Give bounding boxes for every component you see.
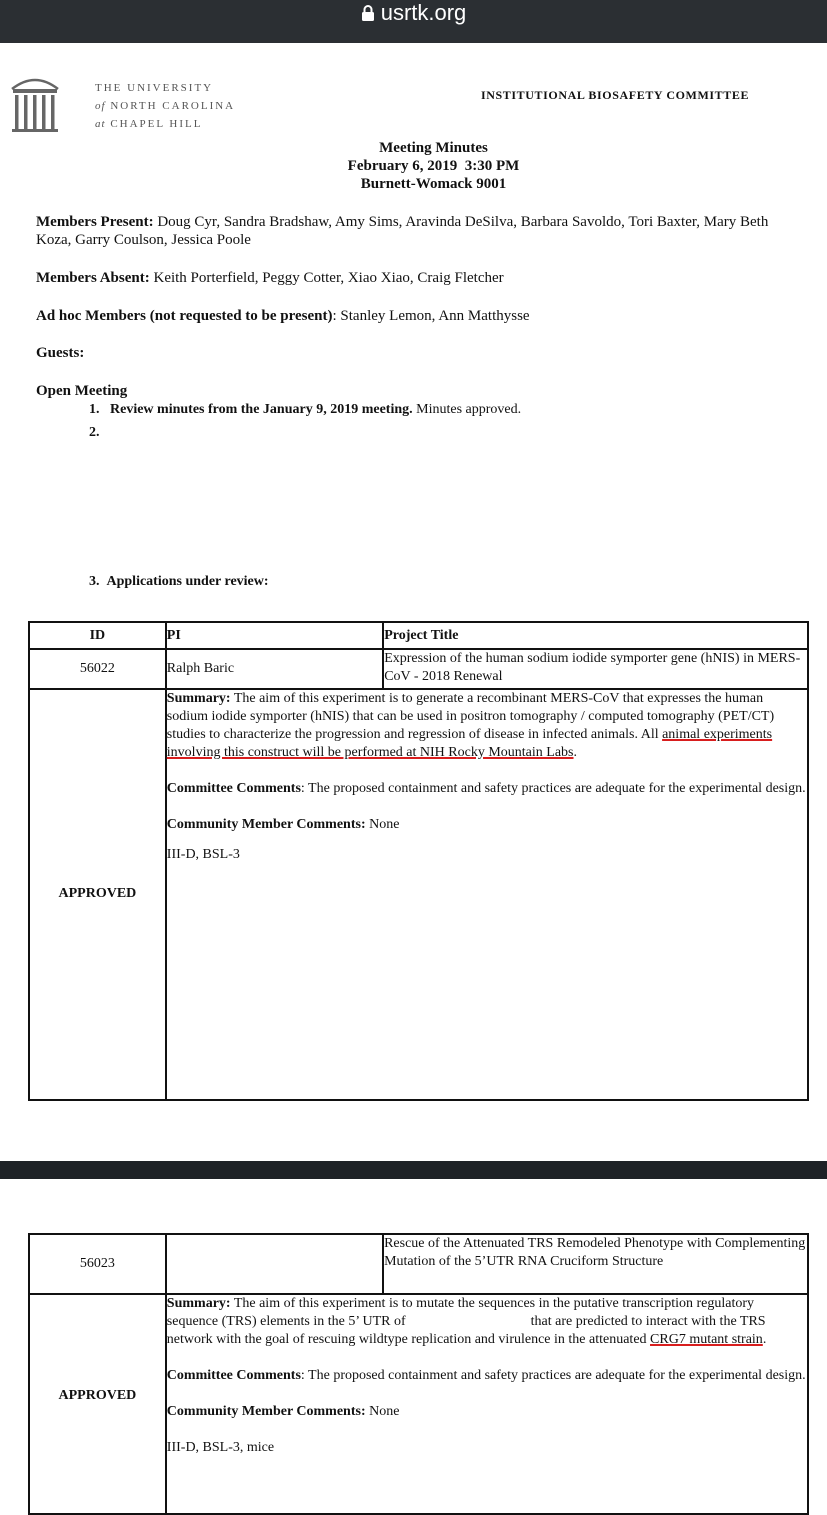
classification: III-D, BSL-3, mice: [166, 1440, 275, 1455]
agenda-item-2: 2.: [89, 425, 100, 440]
agenda-item-1: 1. Review minutes from the January 9, 2019 meeting. Minutes approved.: [89, 402, 522, 417]
university-name: THE UNIVERSITY of NORTH CAROLINA at CHAPEL HILL: [95, 82, 236, 130]
applications-table-2: [28, 1233, 809, 1515]
summary-highlight: CRG7 mutant strain: [650, 1332, 763, 1347]
table-row: [29, 1294, 808, 1514]
summary: Summary: The aim of this experiment is to generate a recombinant MERS-CoV that expresses the human sodium iodide symporter (hNIS) that can be used in positron tomography / computed tomography (PET/CT) studies to characterize the progression and regression of disease in infected animals. All animal experiments involving this construct will be performed at NIH Rocky Mountain Labs.: [166, 691, 775, 760]
meeting-heading: [0, 139, 827, 193]
url-text: usrtk.org: [380, 0, 467, 25]
app-id: 56023: [29, 1234, 166, 1294]
app-pi: [166, 1234, 383, 1294]
members-present: Members Present: Doug Cyr, Sandra Bradshaw, Amy Sims, Aravinda DeSilva, Barbara Savoldo, Tori Baxter, Mary Beth Koza, Garry Coulson, Jessica Poole: [36, 214, 769, 248]
summary: Summary: The aim of this experiment is to mutate the sequences in the putative transcription regulatory sequence (TRS) elements in the 5’ UTR of that are predicted to interact with the TRS network with the goal of rescuing wildtype replication and virulence in the attenuated CRG7 mutant strain.: [166, 1296, 767, 1347]
members-absent: Members Absent: Keith Porterfield, Peggy Cotter, Xiao Xiao, Craig Fletcher: [36, 270, 504, 286]
open-meeting-label: Open Meeting: [36, 383, 128, 399]
applications-table-1: [28, 621, 809, 1101]
agenda-item-3: 3. Applications under review:: [89, 574, 269, 589]
document-page-1: [0, 43, 827, 1161]
app-details: [166, 1294, 808, 1514]
meeting-location: Burnett-Womack 9001: [360, 176, 507, 192]
meeting-date: February 6, 2019 3:30 PM: [347, 158, 520, 174]
committee-comments: Committee Comments: The proposed containment and safety practices are adequate for the experimental design.: [166, 781, 806, 796]
adhoc-members: Ad hoc Members (not requested to be present): Stanley Lemon, Ann Matthysse: [36, 308, 530, 324]
meeting-title: Meeting Minutes: [379, 140, 488, 156]
page-divider: [0, 1161, 827, 1179]
old-well-icon: [10, 73, 60, 140]
committee-name: INSTITUTIONAL BIOSAFETY COMMITTEE: [481, 88, 750, 102]
summary-highlight: animal experiments involving this construct will be performed at NIH Rocky Mountain Labs: [166, 727, 773, 760]
table-row: [29, 649, 808, 689]
app-title: Rescue of the Attenuated TRS Remodeled Phenotype with Complementing Mutation of the 5’UTR RNA Cruciform Structure: [383, 1234, 808, 1294]
app-status: APPROVED: [29, 1294, 166, 1514]
committee-comments: Committee Comments: The proposed containment and safety practices are adequate for the experimental design.: [166, 1368, 806, 1383]
community-comments: Community Member Comments: None: [166, 817, 400, 832]
table-header-row: [29, 622, 808, 649]
guests: Guests:: [36, 345, 85, 361]
app-status: APPROVED: [29, 689, 166, 1100]
header-id: ID: [29, 622, 166, 649]
lock-icon: [361, 1, 375, 27]
community-comments: Community Member Comments: None: [166, 1404, 400, 1419]
app-title: Expression of the human sodium iodide symporter gene (hNIS) in MERS-CoV - 2018 Renewal: [383, 649, 808, 689]
classification: III-D, BSL-3: [166, 847, 240, 862]
browser-url-bar[interactable]: [0, 0, 827, 43]
table-row: [29, 689, 808, 1100]
app-details: [166, 689, 808, 1100]
header-pi: PI: [166, 622, 383, 649]
header-title: Project Title: [383, 622, 808, 649]
table-row: [29, 1234, 808, 1294]
app-pi: Ralph Baric: [166, 649, 383, 689]
document-page-2: [0, 1179, 827, 1502]
app-id: 56022: [29, 649, 166, 689]
